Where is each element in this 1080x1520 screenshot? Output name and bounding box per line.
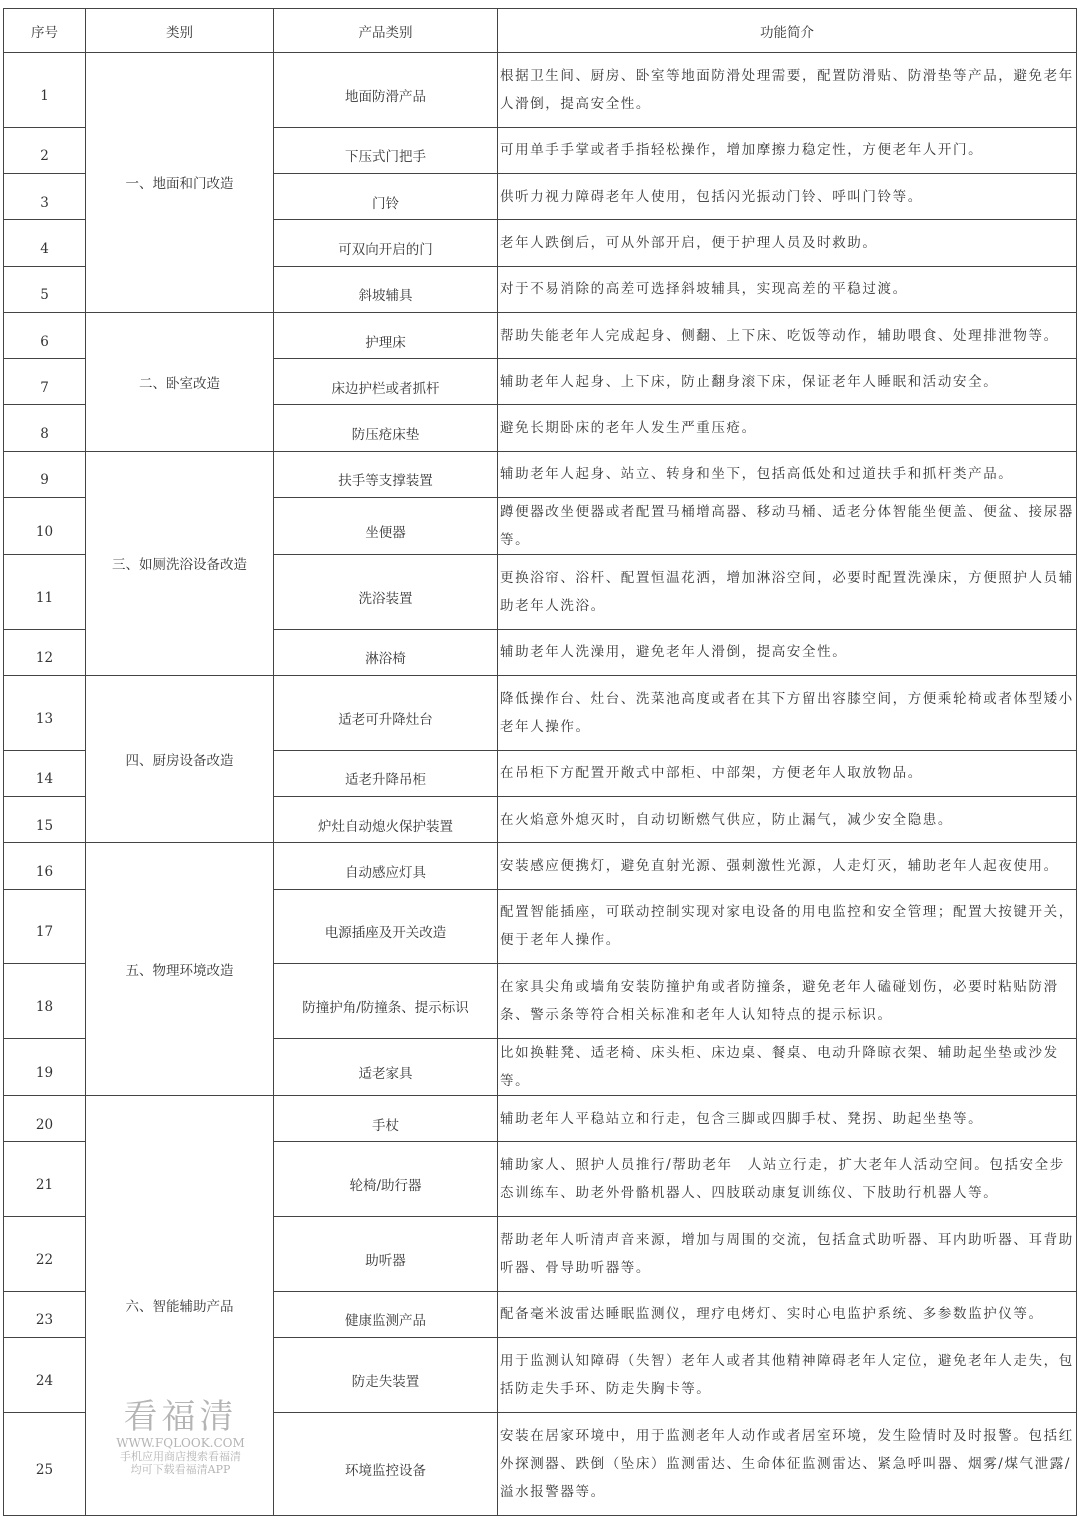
description-cell: 配置智能插座，可联动控制实现对家电设备的用电监控和安全管理；配置大按键开关，便于老年人操作。	[498, 889, 1077, 964]
description-cell: 辅助家人、照护人员推行/帮助老年 人站立行走，扩大老年人活动空间。包括安全步态训练车、助老外骨骼机器人、四肢联动康复训练仪、下肢助行机器人等。	[498, 1142, 1077, 1217]
watermark-line2: 均可下载看福清APP	[130, 1462, 231, 1476]
description-cell: 降低操作台、灶台、洗菜池高度或者在其下方留出容膝空间，方便乘轮椅或者体型矮小老年人操作。	[498, 676, 1077, 751]
category-cell: 二、卧室改造	[86, 312, 274, 451]
description-cell: 老年人跌倒后，可从外部开启，便于护理人员及时救助。	[498, 220, 1077, 266]
description-cell: 辅助老年人平稳站立和行走，包含三脚或四脚手杖、凳拐、助起坐垫等。	[498, 1096, 1077, 1142]
row-number: 5	[4, 266, 86, 312]
description-cell: 帮助失能老年人完成起身、侧翻、上下床、吃饭等动作，辅助喂食、处理排泄物等。	[498, 312, 1077, 358]
product-cell: 可双向开启的门	[274, 220, 498, 266]
description-cell: 辅助老年人起身、站立、转身和坐下，包括高低处和过道扶手和抓杆类产品。	[498, 451, 1077, 497]
product-cell: 防走失装置	[274, 1337, 498, 1412]
description-cell: 辅助老年人起身、上下床，防止翻身滚下床，保证老年人睡眠和活动安全。	[498, 359, 1077, 405]
row-number: 21	[4, 1142, 86, 1217]
row-number: 24	[4, 1337, 86, 1412]
description-cell: 更换浴帘、浴杆、配置恒温花洒，增加淋浴空间，必要时配置洗澡床，方便照护人员辅助老年人洗浴。	[498, 555, 1077, 630]
row-number: 10	[4, 498, 86, 555]
product-cell: 扶手等支撑装置	[274, 451, 498, 497]
category-cell: 五、物理环境改造	[86, 843, 274, 1096]
product-table	[3, 8, 1077, 1516]
row-number: 9	[4, 451, 86, 497]
watermark-line1: 手机应用商店搜索看福清	[120, 1449, 241, 1463]
header-product: 产品类别	[274, 9, 498, 53]
row-number: 4	[4, 220, 86, 266]
description-cell: 安装感应便携灯，避免直射光源、强刺激性光源，人走灯灭，辅助老年人起夜使用。	[498, 843, 1077, 889]
product-cell: 适老家具	[274, 1039, 498, 1096]
row-number: 2	[4, 127, 86, 173]
description-cell: 蹲便器改坐便器或者配置马桶增高器、移动马桶、适老分体智能坐便盖、便盆、接尿器等。	[498, 498, 1077, 555]
table-row	[4, 312, 1077, 358]
product-cell: 适老升降吊柜	[274, 750, 498, 796]
product-cell: 助听器	[274, 1216, 498, 1291]
product-cell: 自动感应灯具	[274, 843, 498, 889]
header-row	[4, 9, 1077, 53]
description-cell: 可用单手手掌或者手指轻松操作，增加摩擦力稳定性，方便老年人开门。	[498, 127, 1077, 173]
row-number: 13	[4, 676, 86, 751]
table-row	[4, 53, 1077, 128]
row-number: 8	[4, 405, 86, 451]
header-category: 类别	[86, 9, 274, 53]
product-cell: 电源插座及开关改造	[274, 889, 498, 964]
description-cell: 对于不易消除的高差可选择斜坡辅具，实现高差的平稳过渡。	[498, 266, 1077, 312]
description-cell: 用于监测认知障碍（失智）老年人或者其他精神障碍老年人定位，避免老年人走失，包括防走失手环、防走失胸卡等。	[498, 1337, 1077, 1412]
description-cell: 在吊柜下方配置开敞式中部柜、中部架，方便老年人取放物品。	[498, 750, 1077, 796]
row-number: 11	[4, 555, 86, 630]
product-cell: 适老可升降灶台	[274, 676, 498, 751]
description-cell: 安装在居家环境中，用于监测老年人动作或者居室环境，发生险情时及时报警。包括红外探测器、跌倒（坠床）监测雷达、生命体征监测雷达、紧急呼叫器、烟雾/煤气泄露/溢水报警器等。	[498, 1412, 1077, 1515]
header-description: 功能简介	[498, 9, 1077, 53]
row-number: 6	[4, 312, 86, 358]
row-number: 3	[4, 173, 86, 219]
product-cell: 洗浴装置	[274, 555, 498, 630]
product-cell: 手杖	[274, 1096, 498, 1142]
table-row	[4, 451, 1077, 497]
watermark-url: WWW.FQLOOK.COM	[116, 1436, 245, 1451]
watermark-logo: 看福清	[123, 1397, 238, 1437]
table-row	[4, 843, 1077, 889]
table-row	[4, 676, 1077, 751]
product-cell: 床边护栏或者抓杆	[274, 359, 498, 405]
description-cell: 比如换鞋凳、适老椅、床头柜、床边桌、餐桌、电动升降晾衣架、辅助起坐垫或沙发等。	[498, 1039, 1077, 1096]
row-number: 23	[4, 1291, 86, 1337]
product-cell: 健康监测产品	[274, 1291, 498, 1337]
product-cell: 斜坡辅具	[274, 266, 498, 312]
category-cell: 四、厨房设备改造	[86, 676, 274, 843]
description-cell: 帮助老年人听清声音来源，增加与周围的交流，包括盒式助听器、耳内助听器、耳背助听器、骨导助听器等。	[498, 1216, 1077, 1291]
category-cell: 三、如厕洗浴设备改造	[86, 451, 274, 675]
row-number: 18	[4, 964, 86, 1039]
row-number: 15	[4, 797, 86, 843]
product-cell: 轮椅/助行器	[274, 1142, 498, 1217]
description-cell: 辅助老年人洗澡用，避免老年人滑倒，提高安全性。	[498, 629, 1077, 675]
description-cell: 供听力视力障碍老年人使用，包括闪光振动门铃、呼叫门铃等。	[498, 173, 1077, 219]
description-cell: 在家具尖角或墙角安装防撞护角或者防撞条，避免老年人磕碰划伤，必要时粘贴防滑条、警示条等符合相关标准和老年人认知特点的提示标识。	[498, 964, 1077, 1039]
row-number: 14	[4, 750, 86, 796]
row-number: 17	[4, 889, 86, 964]
description-cell: 避免长期卧床的老年人发生严重压疮。	[498, 405, 1077, 451]
product-cell: 坐便器	[274, 498, 498, 555]
row-number: 19	[4, 1039, 86, 1096]
product-cell: 门铃	[274, 173, 498, 219]
category-cell: 六、智能辅助产品	[86, 1096, 274, 1516]
description-cell: 根据卫生间、厨房、卧室等地面防滑处理需要，配置防滑贴、防滑垫等产品，避免老年人滑倒，提高安全性。	[498, 53, 1077, 128]
header-no: 序号	[4, 9, 86, 53]
product-cell: 地面防滑产品	[274, 53, 498, 128]
description-cell: 在火焰意外熄灭时，自动切断燃气供应，防止漏气，减少安全隐患。	[498, 797, 1077, 843]
row-number: 20	[4, 1096, 86, 1142]
product-cell: 防撞护角/防撞条、提示标识	[274, 964, 498, 1039]
row-number: 7	[4, 359, 86, 405]
row-number: 25	[4, 1412, 86, 1515]
product-cell: 护理床	[274, 312, 498, 358]
product-cell: 下压式门把手	[274, 127, 498, 173]
product-cell: 环境监控设备	[274, 1412, 498, 1515]
table-row	[4, 1096, 1077, 1142]
row-number: 12	[4, 629, 86, 675]
row-number: 22	[4, 1216, 86, 1291]
product-cell: 淋浴椅	[274, 629, 498, 675]
description-cell: 配备毫米波雷达睡眠监测仪，理疗电烤灯、实时心电监护系统、多参数监护仪等。	[498, 1291, 1077, 1337]
row-number: 16	[4, 843, 86, 889]
row-number: 1	[4, 53, 86, 128]
product-cell: 炉灶自动熄火保护装置	[274, 797, 498, 843]
product-cell: 防压疮床垫	[274, 405, 498, 451]
category-cell: 一、地面和门改造	[86, 53, 274, 313]
